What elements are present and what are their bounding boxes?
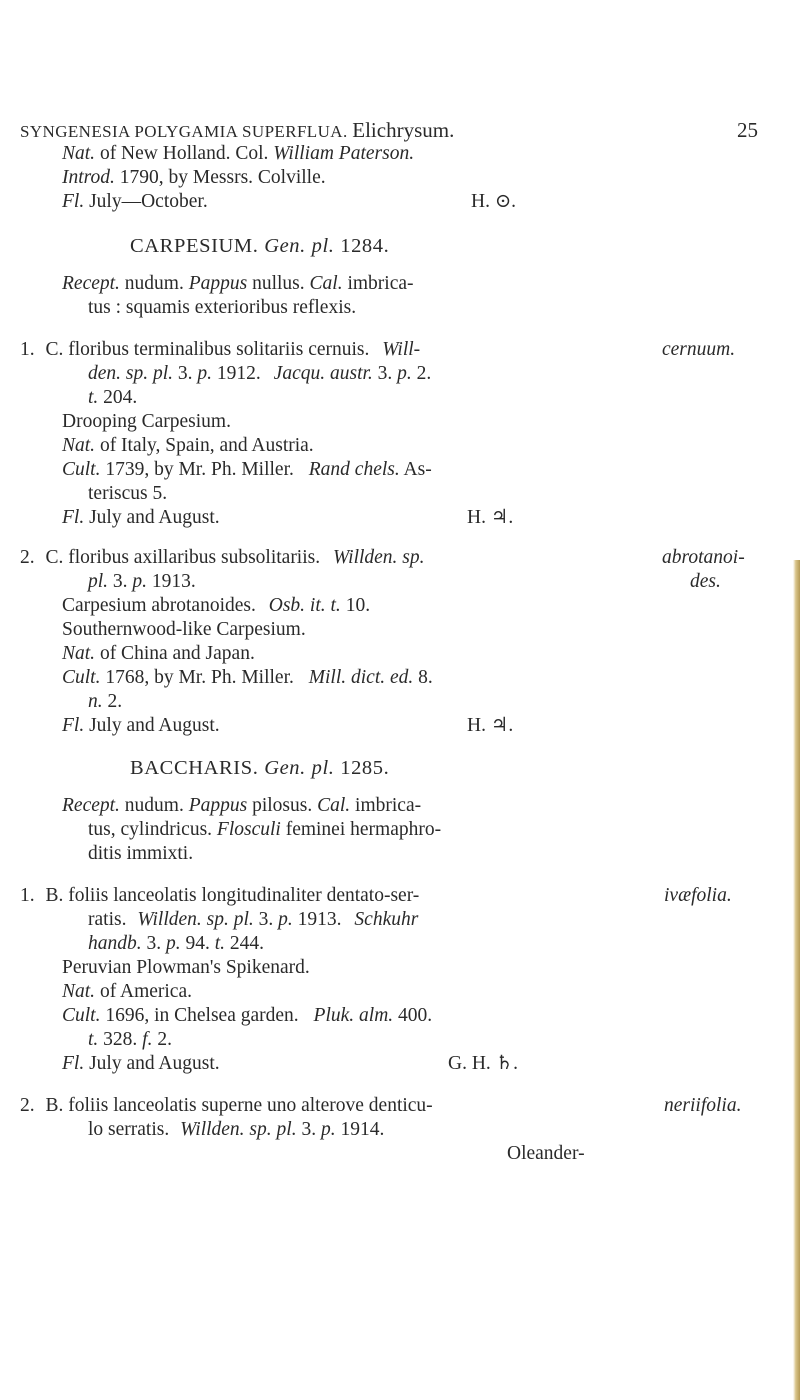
catchword: Oleander-: [507, 1143, 585, 1164]
cult-text: 1739, by Mr. Ph. Miller.: [105, 459, 294, 480]
collector-name: William Paterson.: [273, 143, 415, 164]
fl-symbol: H. ♃.: [467, 507, 514, 528]
nat-label: Nat.: [62, 143, 96, 164]
fl-text: July and August.: [89, 1053, 220, 1074]
top-introd-line: [62, 166, 326, 190]
carpesium-recept-line: [62, 272, 414, 296]
ref-text: p.: [320, 1119, 336, 1140]
recept-label: Recept.: [62, 795, 120, 816]
cult-line: [62, 458, 432, 482]
page-edge-shadow: [793, 560, 800, 1400]
species-ref-line: [88, 570, 196, 594]
ref-text: p.: [278, 909, 293, 930]
fl-line: [62, 506, 220, 530]
baccharis-cal-line: ditis immixti.: [88, 843, 194, 864]
ref-text: 1912.: [216, 363, 261, 384]
page-number: 25: [737, 118, 758, 142]
cal-label: Cal.: [309, 273, 343, 294]
ref-text: 1914.: [340, 1119, 385, 1140]
introd-label: Introd.: [62, 167, 115, 188]
cult-text: n.: [88, 691, 103, 712]
fl-text: July and August.: [89, 507, 220, 528]
species-line: [20, 884, 419, 908]
cult-ref: Rand chels.: [308, 459, 400, 480]
species-ref-line: [88, 932, 264, 956]
cal-text: imbrica-: [355, 795, 422, 816]
ref-text: p.: [397, 363, 412, 384]
ref-text: 94.: [185, 933, 210, 954]
synonym-ref: Osb. it.: [268, 595, 326, 616]
cult-text: As-: [403, 459, 432, 480]
species-ref-line: [88, 386, 137, 410]
species-line: [20, 1094, 433, 1118]
ref-text: 244.: [229, 933, 265, 954]
flosculi-label: Flosculi: [216, 819, 281, 840]
nat-text: of New Holland. Col.: [99, 143, 269, 164]
introd-text: 1790, by Messrs. Colville.: [119, 167, 326, 188]
pappus-label: Pappus: [188, 273, 248, 294]
synonym-line: [62, 594, 370, 618]
species-epithet: des.: [690, 571, 721, 592]
running-title: SYNGENESIA POLYGAMIA SUPERFLUA.: [20, 122, 348, 141]
genus-header: Elichrysum.: [352, 118, 455, 142]
species-ref-line: [88, 1118, 384, 1142]
ref-text: 3.: [112, 571, 128, 592]
recept-text: nudum.: [124, 795, 184, 816]
ref-text: p.: [166, 933, 181, 954]
cult-label: Cult.: [62, 667, 101, 688]
nat-line: [62, 642, 255, 666]
cult-text: 328.: [103, 1029, 138, 1050]
ref-text: p.: [132, 571, 148, 592]
pappus-text: pilosus.: [252, 795, 313, 816]
species-ref: Willden. sp.: [332, 547, 425, 568]
nat-line: [62, 434, 314, 458]
baccharis-cal-line: [88, 818, 441, 842]
cult-text: 2.: [157, 1029, 172, 1050]
ref-text: Jacqu. austr.: [273, 363, 373, 384]
species-epithet: neriifolia.: [664, 1095, 742, 1116]
carpesium-cal-line: tus : squamis exterioribus reflexis.: [88, 297, 357, 318]
species-epithet: cernuum.: [662, 339, 736, 360]
fl-line: [62, 1052, 220, 1076]
top-nat-line: [62, 142, 414, 166]
baccharis-recept-line: [62, 794, 421, 818]
species-ref-line: [88, 362, 431, 386]
synonym-ref: 10.: [345, 595, 371, 616]
nat-label: Nat.: [62, 435, 96, 456]
cult-text: 1696, in Chelsea garden.: [105, 1005, 299, 1026]
ref-text: Willden. sp. pl.: [180, 1119, 297, 1140]
top-fl-symbol: H. ⊙.: [471, 191, 517, 212]
pappus-label: Pappus: [188, 795, 248, 816]
fl-label: Fl.: [62, 1053, 85, 1074]
fl-symbol: H. ♃.: [467, 715, 514, 736]
cult-line-cont: [88, 690, 122, 714]
species-number: 2.: [20, 547, 35, 568]
english-name: Southernwood-like Carpesium.: [62, 619, 306, 640]
ref-text: 1913.: [297, 909, 342, 930]
species-diagnosis: C. floribus axillaribus subsolitariis.: [45, 547, 321, 568]
species-epithet: ivæfolia.: [664, 885, 732, 906]
ref-text: Willden. sp. pl.: [137, 909, 254, 930]
ref-text: 2.: [416, 363, 432, 384]
ref-text: 3.: [177, 363, 193, 384]
ref-text: 3.: [301, 1119, 317, 1140]
pappus-text: nullus.: [252, 273, 305, 294]
species-number: 1.: [20, 885, 35, 906]
ref-text: 204.: [103, 387, 138, 408]
cult-text: t.: [88, 1029, 99, 1050]
nat-text: of China and Japan.: [99, 643, 255, 664]
genus-name: CARPESIUM.: [130, 235, 259, 257]
species-diagnosis: C. floribus terminalibus solitariis cernuis.: [45, 339, 370, 360]
species-diagnosis: B. foliis lanceolatis superne uno alterove denticu-: [45, 1095, 433, 1116]
fl-symbol: G. H. ♄.: [448, 1053, 519, 1074]
cal-text: tus, cylindricus.: [88, 819, 213, 840]
species-ref-line: [88, 908, 418, 932]
cal-text: imbrica-: [347, 273, 414, 294]
fl-label: Fl.: [62, 507, 85, 528]
nat-text: of America.: [99, 981, 192, 1002]
ref-text: 3.: [258, 909, 274, 930]
cult-line: [62, 1004, 432, 1028]
fl-label: Fl.: [62, 191, 85, 212]
flosculi-text: feminei hermaphro-: [285, 819, 442, 840]
species-line: [20, 546, 425, 570]
species-number: 1.: [20, 339, 35, 360]
cal-label: Cal.: [317, 795, 351, 816]
fl-label: Fl.: [62, 715, 85, 736]
gen-num: 1285.: [340, 757, 390, 779]
cult-text: f.: [142, 1029, 153, 1050]
gen-ref: Gen. pl.: [264, 757, 335, 779]
running-header: [20, 118, 454, 144]
synonym-text: Carpesium abrotanoides.: [62, 595, 256, 616]
nat-label: Nat.: [62, 643, 96, 664]
cult-text: 400.: [398, 1005, 433, 1026]
cult-text: 8.: [418, 667, 433, 688]
cult-text: 1768, by Mr. Ph. Miller.: [105, 667, 294, 688]
species-number: 2.: [20, 1095, 35, 1116]
fl-text: July and August.: [89, 715, 220, 736]
species-line: [20, 338, 420, 362]
english-name: Peruvian Plowman's Spikenard.: [62, 957, 310, 978]
gen-num: 1284.: [340, 235, 390, 257]
ref-text: pl.: [88, 571, 109, 592]
genus-heading-baccharis: [130, 756, 389, 780]
english-name: Drooping Carpesium.: [62, 411, 231, 432]
cult-text: 2.: [107, 691, 123, 712]
top-fl-line: [62, 190, 208, 214]
gen-ref: Gen. pl.: [264, 235, 335, 257]
species-ref: Will-: [382, 339, 421, 360]
cult-line-cont: teriscus 5.: [88, 483, 168, 504]
genus-name: BACCHARIS.: [130, 757, 259, 779]
ref-text: p.: [197, 363, 213, 384]
cult-line-cont: [88, 1028, 172, 1052]
ref-text: den. sp. pl.: [88, 363, 174, 384]
cult-ref: Mill. dict. ed.: [308, 667, 414, 688]
ref-text: 1913.: [151, 571, 196, 592]
cult-line: [62, 666, 433, 690]
nat-text: of Italy, Spain, and Austria.: [99, 435, 314, 456]
fl-line: [62, 714, 220, 738]
ref-text: 3.: [377, 363, 393, 384]
genus-heading-carpesium: [130, 234, 389, 258]
synonym-ref: t.: [330, 595, 341, 616]
ref-text: lo serratis.: [88, 1119, 170, 1140]
ref-text: t.: [88, 387, 99, 408]
ref-text: handb.: [88, 933, 142, 954]
recept-text: nudum.: [124, 273, 184, 294]
nat-line: [62, 980, 192, 1004]
ref-text: 3.: [146, 933, 162, 954]
ref-text: t.: [214, 933, 226, 954]
cult-label: Cult.: [62, 459, 101, 480]
cult-ref: Pluk. alm.: [313, 1005, 394, 1026]
species-epithet: abrotanoi-: [662, 547, 745, 568]
ref-text: Schkuhr: [354, 909, 419, 930]
species-diagnosis: B. foliis lanceolatis longitudinaliter dentato-ser-: [45, 885, 420, 906]
fl-text: July—October.: [89, 191, 208, 212]
cult-label: Cult.: [62, 1005, 101, 1026]
ref-text: ratis.: [88, 909, 127, 930]
recept-label: Recept.: [62, 273, 120, 294]
nat-label: Nat.: [62, 981, 96, 1002]
